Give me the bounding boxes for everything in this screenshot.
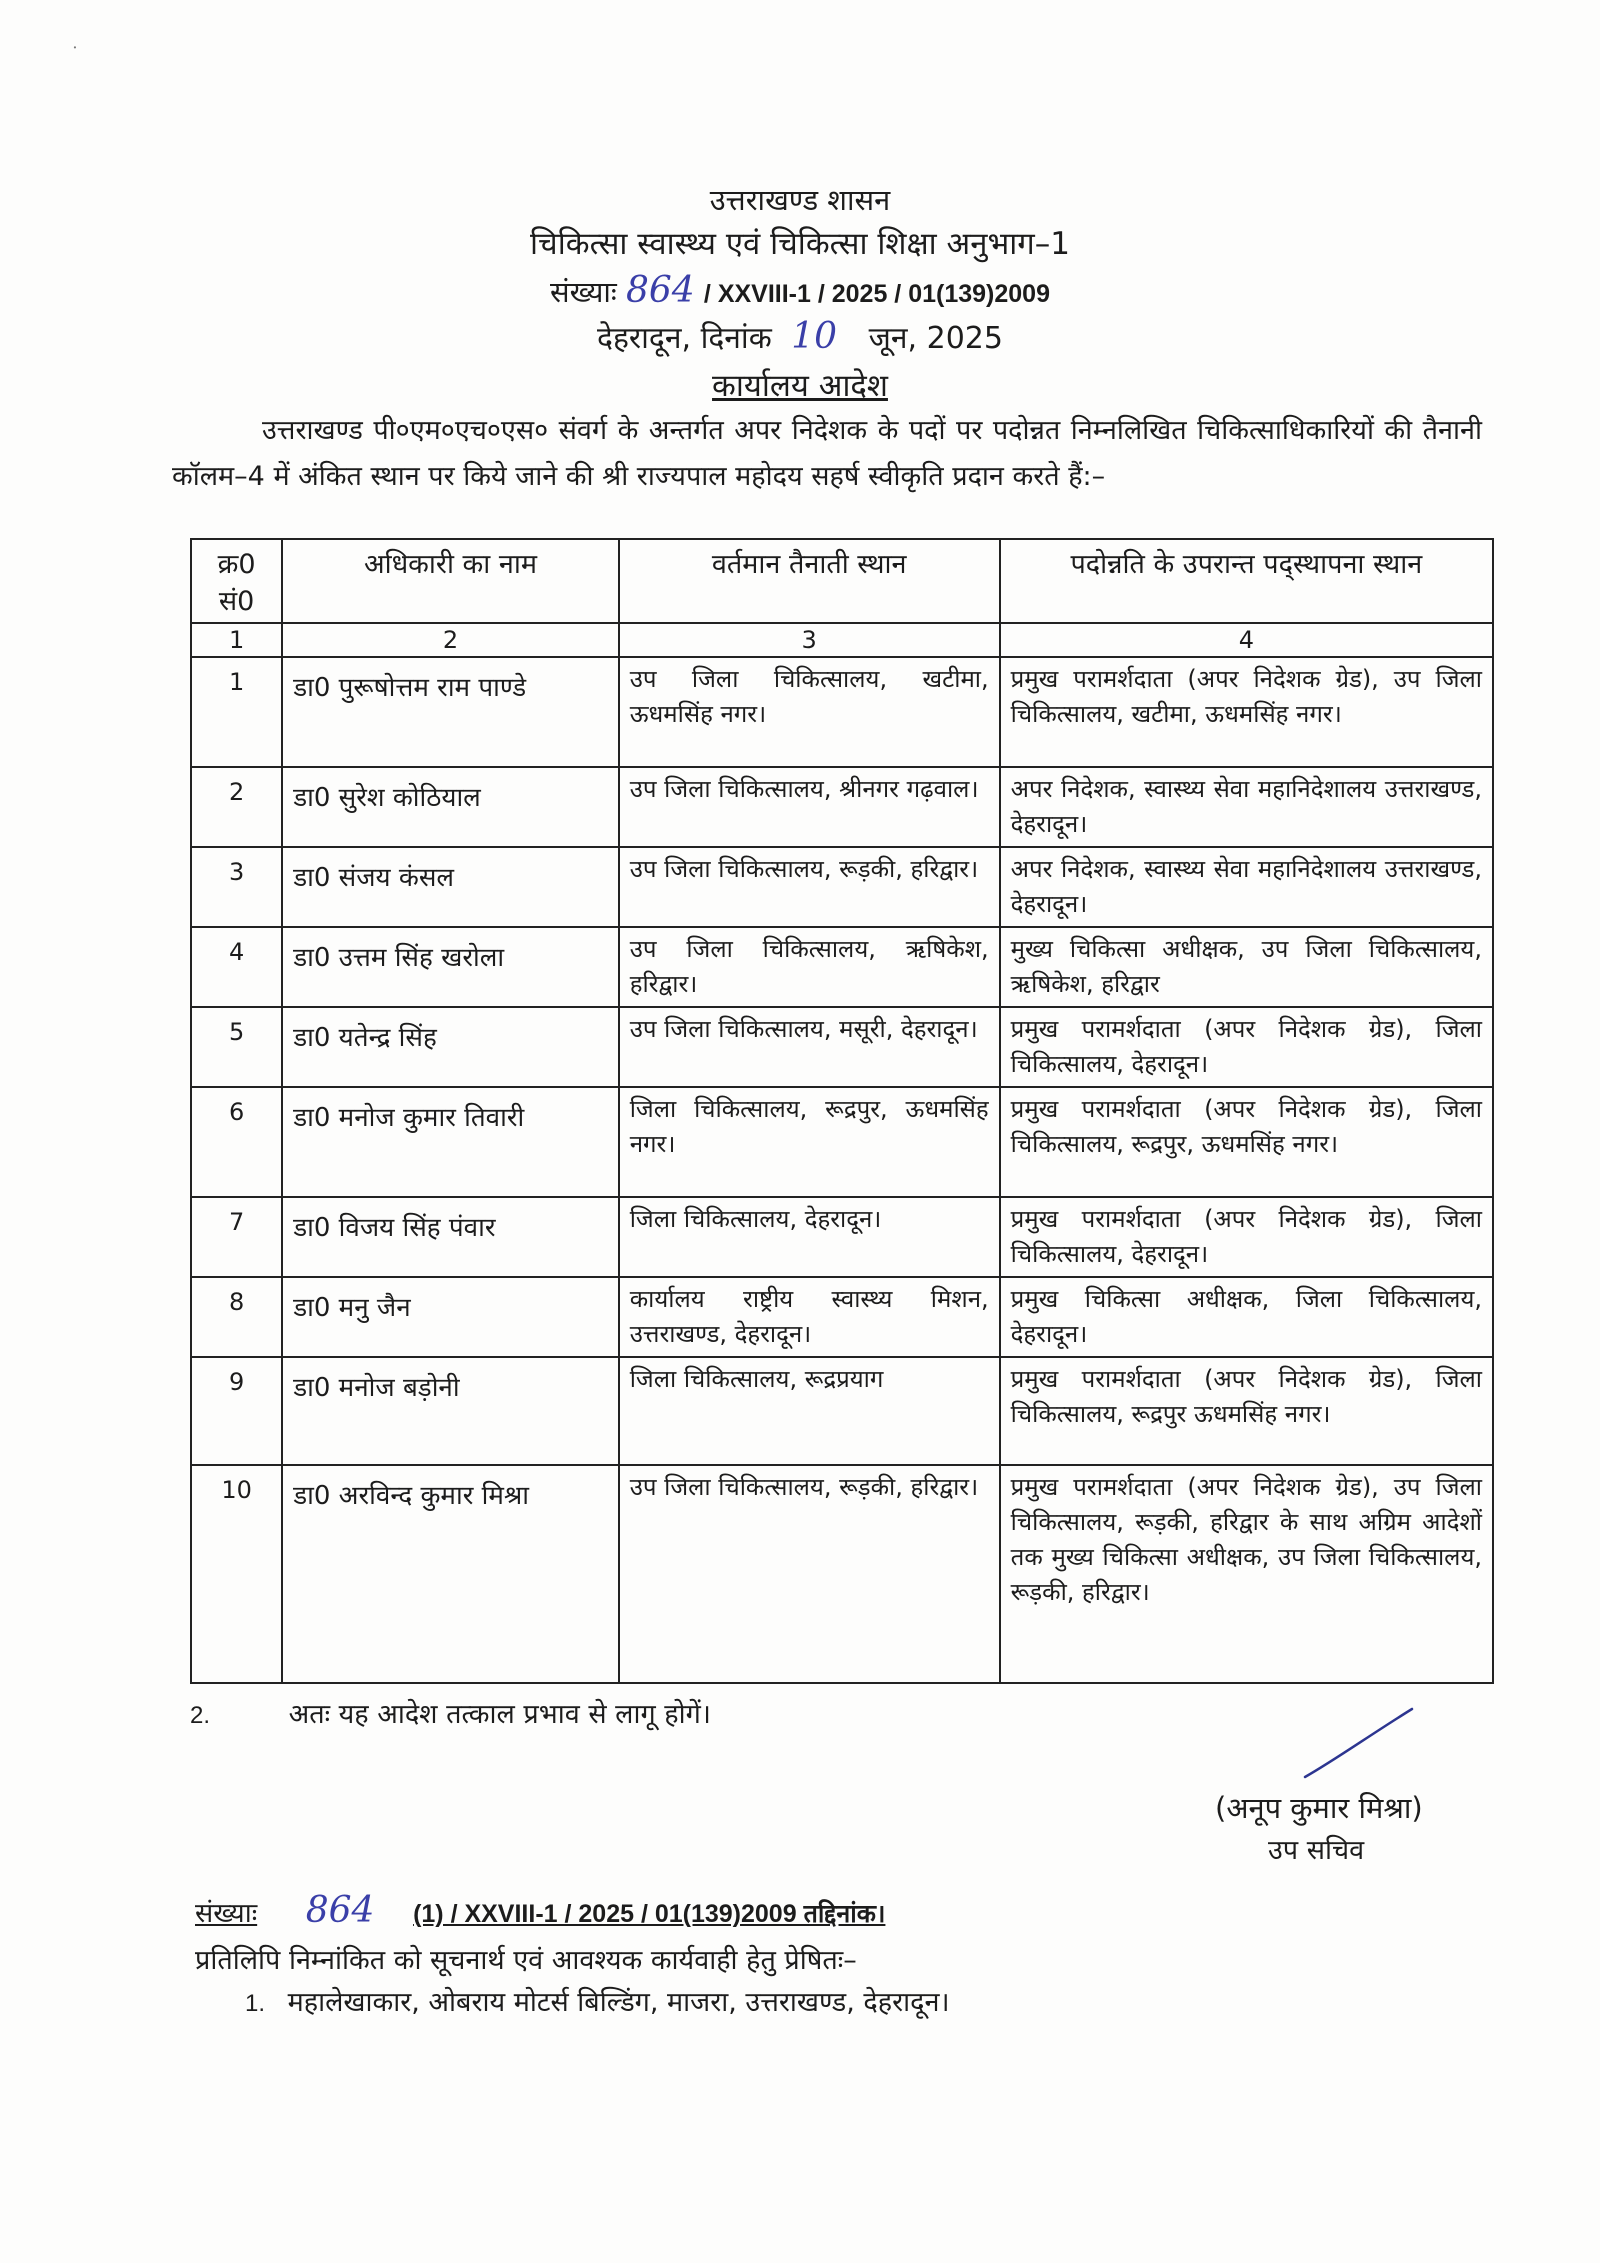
column-number: 4: [1000, 623, 1493, 657]
serial-number: 2: [191, 767, 282, 847]
serial-number: 10: [191, 1465, 282, 1683]
officer-name: डा0 यतेन्द्र सिंह: [282, 1007, 618, 1087]
place-date-label: देहरादून, दिनांक: [597, 321, 772, 356]
serial-number: 6: [191, 1087, 282, 1197]
officer-name: डा0 सुरेश कोठियाल: [282, 767, 618, 847]
serial-number: 7: [191, 1197, 282, 1277]
officer-name: डा0 अरविन्द कुमार मिश्रा: [282, 1465, 618, 1683]
table-header-row: [191, 539, 1493, 623]
order-number-handwritten: 864: [625, 270, 695, 311]
copy-number-line: [195, 1890, 885, 1931]
header-serial: क्र0 सं0: [191, 539, 282, 623]
current-posting: उप जिला चिकित्सालय, रूड़की, हरिद्वार।: [619, 847, 1000, 927]
new-posting: अपर निदेशक, स्वास्थ्य सेवा महानिदेशालय उत्तराखण्ड, देहरादून।: [1000, 767, 1493, 847]
office-order-title: कार्यालय आदेश: [712, 368, 888, 404]
copy-recipient-text: महालेखाकार, ओबराय मोटर्स बिल्डिंग, माजरा, उत्तराखण्ड, देहरादून।: [287, 1987, 950, 2018]
current-posting: जिला चिकित्सालय, रूद्रप्रयाग: [619, 1357, 1000, 1465]
officer-name: डा0 मनोज कुमार तिवारी: [282, 1087, 618, 1197]
serial-number: 1: [191, 657, 282, 767]
current-posting: उप जिला चिकित्सालय, ऋषिकेश, हरिद्वार।: [619, 927, 1000, 1007]
table-row: [191, 1007, 1493, 1087]
serial-number: 8: [191, 1277, 282, 1357]
current-posting: उप जिला चिकित्सालय, रूड़की, हरिद्वार।: [619, 1465, 1000, 1683]
intro-paragraph: उत्तराखण्ड पी०एम०एच०एस० संवर्ग के अन्तर्गत अपर निदेशक के पदों पर पदोन्नत निम्नलिखित चिकित्साधिकारियों की तैनानी कॉलम–4 में अंकित स्थान पर किये जाने की श्री राज्यपाल महोदय सहर्ष स्वीकृति प्रदान करते हैं:–: [172, 415, 1482, 492]
table-row: [191, 767, 1493, 847]
table-row: [191, 1357, 1493, 1465]
point-2-number: 2.: [190, 1702, 211, 1729]
copy-intro: प्रतिलिपि निम्नांकित को सूचनार्थ एवं आवश्यक कार्यवाही हेतु प्रेषितः–: [195, 1945, 857, 1976]
table-row: [191, 1277, 1493, 1357]
current-posting: जिला चिकित्सालय, देहरादून।: [619, 1197, 1000, 1277]
order-number-line: [0, 270, 1600, 311]
current-posting: उप जिला चिकित्सालय, मसूरी, देहरादून।: [619, 1007, 1000, 1087]
month-year: जून, 2025: [868, 321, 1003, 356]
government-heading: उत्तराखण्ड शासन: [709, 183, 891, 217]
officer-name: डा0 मनु जैन: [282, 1277, 618, 1357]
department-heading: चिकित्सा स्वास्थ्य एवं चिकित्सा शिक्षा अनुभाग–1: [530, 226, 1070, 262]
order-number-label: संख्याः: [550, 275, 617, 309]
new-posting: प्रमुख परामर्शदाता (अपर निदेशक ग्रेड), उप जिला चिकित्सालय, खटीमा, ऊधमसिंह नगर।: [1000, 657, 1493, 767]
new-posting: प्रमुख परामर्शदाता (अपर निदेशक ग्रेड), जिला चिकित्सालय, रूद्रपुर ऊधमसिंह नगर।: [1000, 1357, 1493, 1465]
table-row: [191, 927, 1493, 1007]
serial-number: 3: [191, 847, 282, 927]
place-date-line: [0, 316, 1600, 357]
column-number: 3: [619, 623, 1000, 657]
order-reference: / XXVIII-1 / 2025 / 01(139)2009: [703, 280, 1050, 308]
point-2: [190, 1694, 711, 1731]
header-officer-name: अधिकारी का नाम: [282, 539, 618, 623]
scan-mark: ॱ: [72, 42, 78, 63]
header-current-posting: वर्तमान तैनाती स्थान: [619, 539, 1000, 623]
signatory-name: (अनूप कुमार मिश्रा): [1215, 1791, 1423, 1825]
copy-reference: (1) / XXVIII-1 / 2025 / 01(139)2009 तद्दिनांक।: [413, 1900, 886, 1928]
table-row: [191, 1087, 1493, 1197]
posting-table: [190, 538, 1494, 1684]
serial-number: 4: [191, 927, 282, 1007]
signature-mark: [1300, 1705, 1420, 1785]
column-number: 2: [282, 623, 618, 657]
serial-number: 5: [191, 1007, 282, 1087]
new-posting: अपर निदेशक, स्वास्थ्य सेवा महानिदेशालय उत्तराखण्ड, देहरादून।: [1000, 847, 1493, 927]
header-new-posting: पदोन्नति के उपरान्त पद्स्थापना स्थान: [1000, 539, 1493, 623]
column-number-row: [191, 623, 1493, 657]
copy-recipient-item: [245, 1982, 950, 2019]
new-posting: प्रमुख परामर्शदाता (अपर निदेशक ग्रेड), जिला चिकित्सालय, देहरादून।: [1000, 1007, 1493, 1087]
current-posting: उप जिला चिकित्सालय, श्रीनगर गढ़वाल।: [619, 767, 1000, 847]
current-posting: उप जिला चिकित्सालय, खटीमा, ऊधमसिंह नगर।: [619, 657, 1000, 767]
new-posting: प्रमुख परामर्शदाता (अपर निदेशक ग्रेड), जिला चिकित्सालय, रूद्रपुर, ऊधमसिंह नगर।: [1000, 1087, 1493, 1197]
copy-recipient-number: 1.: [245, 1990, 266, 2017]
copy-number-label: संख्याः: [195, 1898, 258, 1929]
new-posting: प्रमुख परामर्शदाता (अपर निदेशक ग्रेड), उप जिला चिकित्सालय, रूड़की, हरिद्वार के साथ अग्रिम आदेशों तक मुख्य चिकित्सा अधीक्षक, उप जिला चिकित्सालय, रूड़की, हरिद्वार।: [1000, 1465, 1493, 1683]
officer-name: डा0 विजय सिंह पंवार: [282, 1197, 618, 1277]
officer-name: डा0 संजय कंसल: [282, 847, 618, 927]
serial-number: 9: [191, 1357, 282, 1465]
new-posting: मुख्य चिकित्सा अधीक्षक, उप जिला चिकित्सालय, ऋषिकेश, हरिद्वार: [1000, 927, 1493, 1007]
signatory-designation: उप सचिव: [1268, 1835, 1365, 1866]
officer-name: डा0 पुरूषोत्तम राम पाण्डे: [282, 657, 618, 767]
table-row: [191, 847, 1493, 927]
table-row: [191, 657, 1493, 767]
current-posting: जिला चिकित्सालय, रूद्रपुर, ऊधमसिंह नगर।: [619, 1087, 1000, 1197]
current-posting: कार्यालय राष्ट्रीय स्वास्थ्य मिशन, उत्तराखण्ड, देहरादून।: [619, 1277, 1000, 1357]
copy-number-handwritten: 864: [305, 1890, 375, 1931]
column-number: 1: [191, 623, 282, 657]
officer-name: डा0 मनोज बड़ोनी: [282, 1357, 618, 1465]
officer-name: डा0 उत्तम सिंह खरोला: [282, 927, 618, 1007]
table-row: [191, 1465, 1493, 1683]
new-posting: प्रमुख चिकित्सा अधीक्षक, जिला चिकित्सालय, देहरादून।: [1000, 1277, 1493, 1357]
table-row: [191, 1197, 1493, 1277]
point-2-text: अतः यह आदेश तत्काल प्रभाव से लागू होगें।: [288, 1699, 712, 1730]
new-posting: प्रमुख परामर्शदाता (अपर निदेशक ग्रेड), जिला चिकित्सालय, देहरादून।: [1000, 1197, 1493, 1277]
date-handwritten: 10: [791, 316, 838, 357]
